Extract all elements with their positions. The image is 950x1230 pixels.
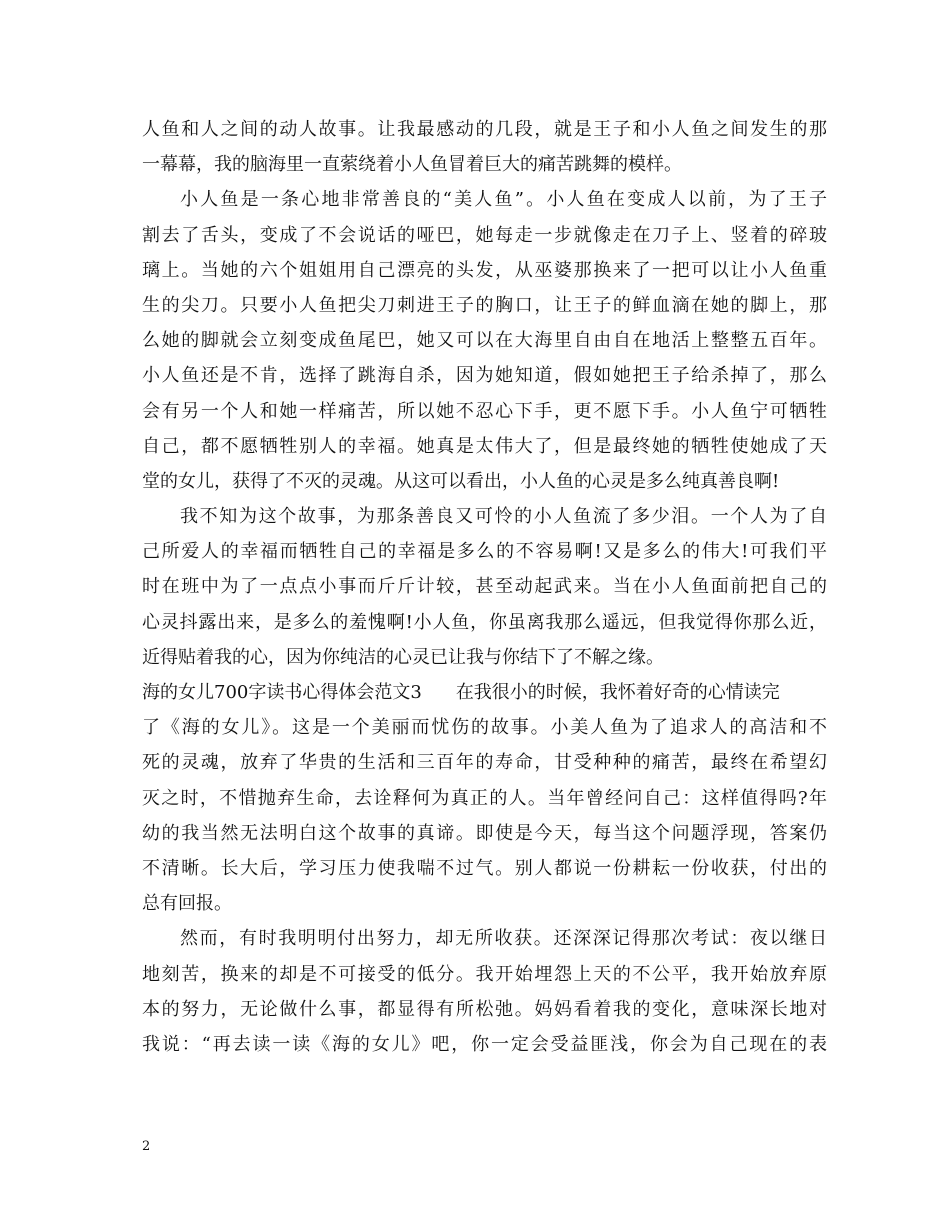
paragraph-first-line: 我不知为这个故事，为那条善良又可怜的小人鱼流了多少泪。一个人为了自 xyxy=(180,506,827,528)
paragraph-first-line: 小人鱼是一条心地非常善良的“美人鱼”。小人鱼在变成人以前，为了王子 xyxy=(180,189,827,211)
text-line: 灭之时，不惜抛弃生命，去诠释何为真正的人。当年曾经问自己：这样值得吗?年 xyxy=(142,787,827,809)
body-text xyxy=(142,112,827,1062)
page-number: 2 xyxy=(142,1139,151,1154)
text-line: 生的尖刀。只要小人鱼把尖刀刺进王子的胸口，让王子的鲜血滴在她的脚上，那 xyxy=(142,294,827,316)
text-line: 小人鱼还是不肯，选择了跳海自杀，因为她知道，假如她把王子给杀掉了，那么 xyxy=(142,365,827,387)
text-line: 自己，都不愿牺牲别人的幸福。她真是太伟大了，但是最终她的牺牲使她成了天 xyxy=(142,435,827,457)
section-heading-line xyxy=(142,675,827,710)
text-line: 时在班中为了一点点小事而斤斤计较，甚至动起武来。当在小人鱼面前把自己的 xyxy=(142,576,827,598)
text-line: 璃上。当她的六个姐姐用自己漂亮的头发，从巫婆那换来了一把可以让小人鱼重 xyxy=(142,259,827,281)
text-line: 一幕幕，我的脑海里一直萦绕着小人鱼冒着巨大的痛苦跳舞的模样。 xyxy=(142,154,682,176)
text-line: 不清晰。长大后，学习压力使我喘不过气。别人都说一份耕耘一份收获，付出的 xyxy=(142,857,827,879)
paragraph-first-line: 然而，有时我明明付出努力，却无所收获。还深深记得那次考试：夜以继日 xyxy=(180,928,827,950)
text-line: 近得贴着我的心，因为你纯洁的心灵已让我与你结下了不解之缘。 xyxy=(142,646,664,668)
text-line-continuation: 在我很小的时候，我怀着好奇的心情读完 xyxy=(455,682,780,703)
text-line: 总有回报。 xyxy=(142,893,232,915)
text-line: 了《海的女儿》。这是一个美丽而忧伤的故事。小美人鱼为了追求人的高洁和不 xyxy=(142,717,827,739)
text-line: 己所爱人的幸福而牺牲自己的幸福是多么的不容易啊!又是多么的伟大!可我们平 xyxy=(142,541,827,563)
text-line: 死的灵魂，放弃了华贵的生活和三百年的寿命，甘受种种的痛苦，最终在希望幻 xyxy=(142,752,827,774)
text-line: 么她的脚就会立刻变成鱼尾巴，她又可以在大海里自由自在地活上整整五百年。 xyxy=(142,330,827,352)
text-line: 本的努力，无论做什么事，都显得有所松弛。妈妈看着我的变化，意味深长地对 xyxy=(142,998,827,1020)
text-line: 心灵抖露出来，是多么的羞愧啊!小人鱼，你虽离我那么遥远，但我觉得你那么近， xyxy=(142,611,827,633)
text-line: 我说：“再去读一读《海的女儿》吧，你一定会受益匪浅，你会为自己现在的表 xyxy=(142,1033,827,1055)
section-heading: 海的女儿700字读书心得体会范文3 xyxy=(142,682,422,703)
text-line: 地刻苦，换来的却是不可接受的低分。我开始埋怨上天的不公平，我开始放弃原 xyxy=(142,963,827,985)
text-line: 会有另一个人和她一样痛苦，所以她不忍心下手，更不愿下手。小人鱼宁可牺牲 xyxy=(142,400,827,422)
text-line: 割去了舌头，变成了不会说话的哑巴，她每走一步就像走在刀子上、竖着的碎玻 xyxy=(142,224,827,246)
text-line: 幼的我当然无法明白这个故事的真谛。即使是今天，每当这个问题浮现，答案仍 xyxy=(142,822,827,844)
text-line: 堂的女儿，获得了不灭的灵魂。从这可以看出，小人鱼的心灵是多么纯真善良啊! xyxy=(142,470,780,492)
text-line: 人鱼和人之间的动人故事。让我最感动的几段，就是王子和小人鱼之间发生的那 xyxy=(142,119,827,140)
